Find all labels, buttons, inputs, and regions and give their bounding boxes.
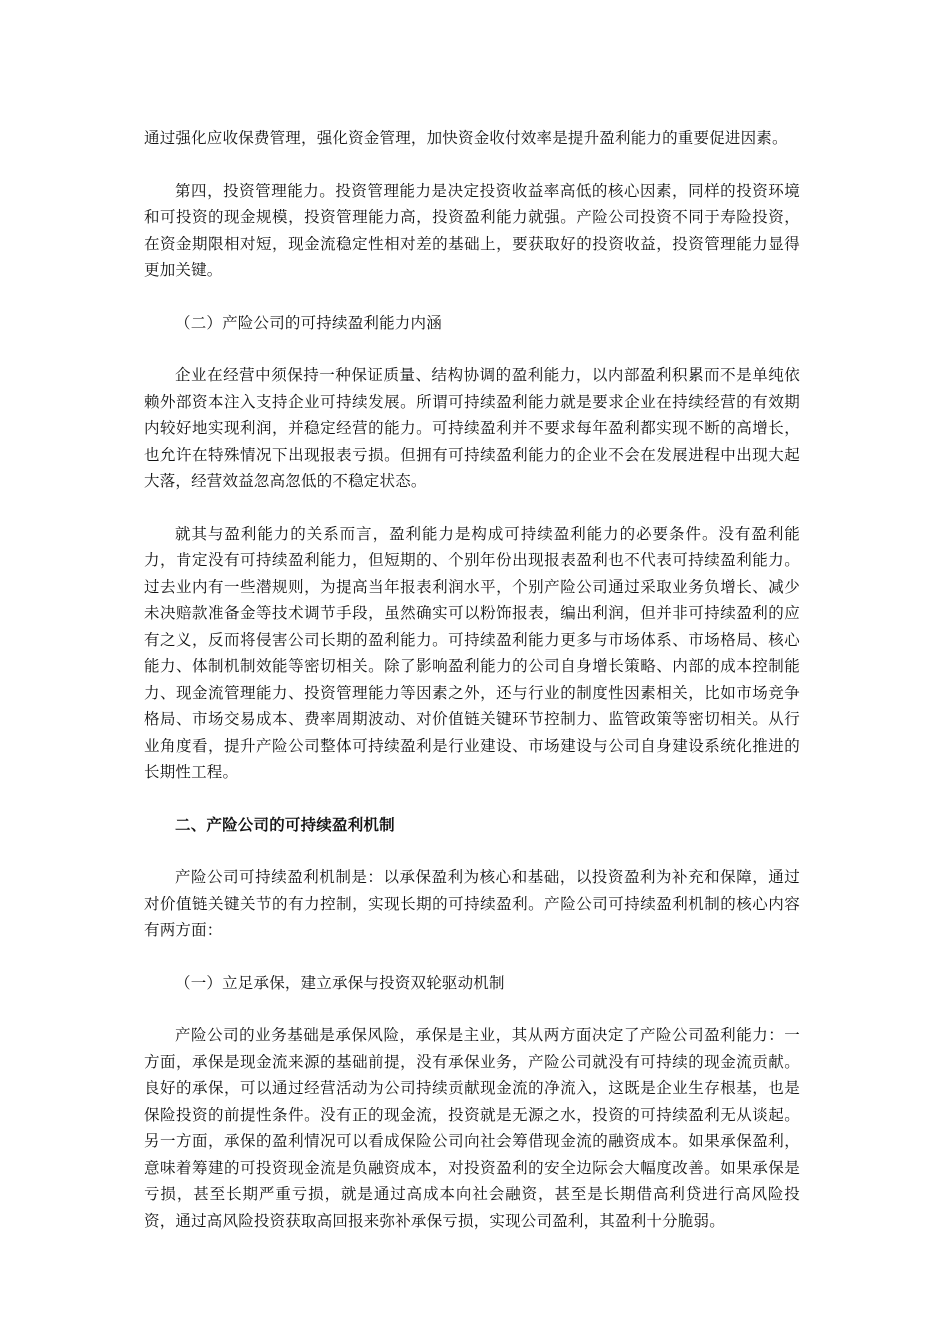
subheading-sustainable-profitability: （二）产险公司的可持续盈利能力内涵	[175, 313, 442, 332]
section-heading-profit-mechanism: 二、产险公司的可持续盈利机制	[175, 814, 395, 834]
subheading-underwriting-investment: （一）立足承保，建立承保与投资双轮驱动机制	[175, 973, 505, 992]
paragraph-sustainable-definition: 企业在经营中须保持一种保证质量、结构协调的盈利能力，以内部盈利积累而不是单纯依赖外部资本注入支持企业可持续发展。所谓可持续盈利能力就是要求企业在持续经营的有效期内较好地实现利润，并稳定经营的能力。可持续盈利并不要求每年盈利都实现不断的高增长，也允许在特殊情况下出现报表亏损。但拥有可持续盈利能力的企业不会在发展进程中出现大起大落，经营效益忽高忽低的不稳定状态。	[144, 366, 800, 490]
paragraph-profitability-relation: 就其与盈利能力的关系而言，盈利能力是构成可持续盈利能力的必要条件。没有盈利能力，肯定没有可持续盈利能力，但短期的、个别年份出现报表盈利也不代表可持续盈利能力。过去业内有一些潜规则，为提高当年报表利润水平，个别产险公司通过采取业务负增长、减少未决赔款准备金等技术调节手段，虽然确实可以粉饰报表，编出利润，但并非可持续盈利的应有之义，反而将侵害公司长期的盈利能力。可持续盈利能力更多与市场体系、市场格局、核心能力、体制机制效能等密切相关。除了影响盈利能力的公司自身增长策略、内部的成本控制能力、现金流管理能力、投资管理能力等因素之外，还与行业的制度性因素相关，比如市场竞争格局、市场交易成本、费率周期波动、对价值链关键环节控制力、监管政策等密切相关。从行业角度看，提升产险公司整体可持续盈利是行业建设、市场建设与公司自身建设系统化推进的长期性工程。	[144, 524, 800, 781]
paragraph-investment-management: 第四，投资管理能力。投资管理能力是决定投资收益率高低的核心因素，同样的投资环境和可投资的现金规模，投资管理能力高，投资盈利能力就强。产险公司投资不同于寿险投资，在资金期限相对短，现金流稳定性相对差的基础上，要获取好的投资收益，投资管理能力显得更加关键。	[144, 181, 800, 279]
paragraph-mechanism-definition: 产险公司可持续盈利机制是：以承保盈利为核心和基础，以投资盈利为补充和保障，通过对价值链关键关节的有力控制，实现长期的可持续盈利。产险公司可持续盈利机制的核心内容有两方面：	[144, 868, 800, 939]
paragraph-continuation: 通过强化应收保费管理，强化资金管理，加快资金收付效率是提升盈利能力的重要促进因素。	[144, 129, 788, 147]
paragraph-underwriting-basis: 产险公司的业务基础是承保风险，承保是主业，其从两方面决定了产险公司盈利能力：一方面，承保是现金流来源的基础前提，没有承保业务，产险公司就没有可持续的现金流贡献。良好的承保，可以通过经营活动为公司持续贡献现金流的净流入，这既是企业生存根基，也是保险投资的前提性条件。没有正的现金流，投资就是无源之水，投资的可持续盈利无从谈起。另一方面，承保的盈利情况可以看成保险公司向社会筹借现金流的融资成本。如果承保盈利，意味着筹建的可投资现金流是负融资成本，对投资盈利的安全边际会大幅度改善。如果承保是亏损，甚至长期严重亏损，就是通过高成本向社会融资，甚至是长期借高利贷进行高风险投资，通过高风险投资获取高回报来弥补承保亏损，实现公司盈利，其盈利十分脆弱。	[144, 1026, 800, 1230]
